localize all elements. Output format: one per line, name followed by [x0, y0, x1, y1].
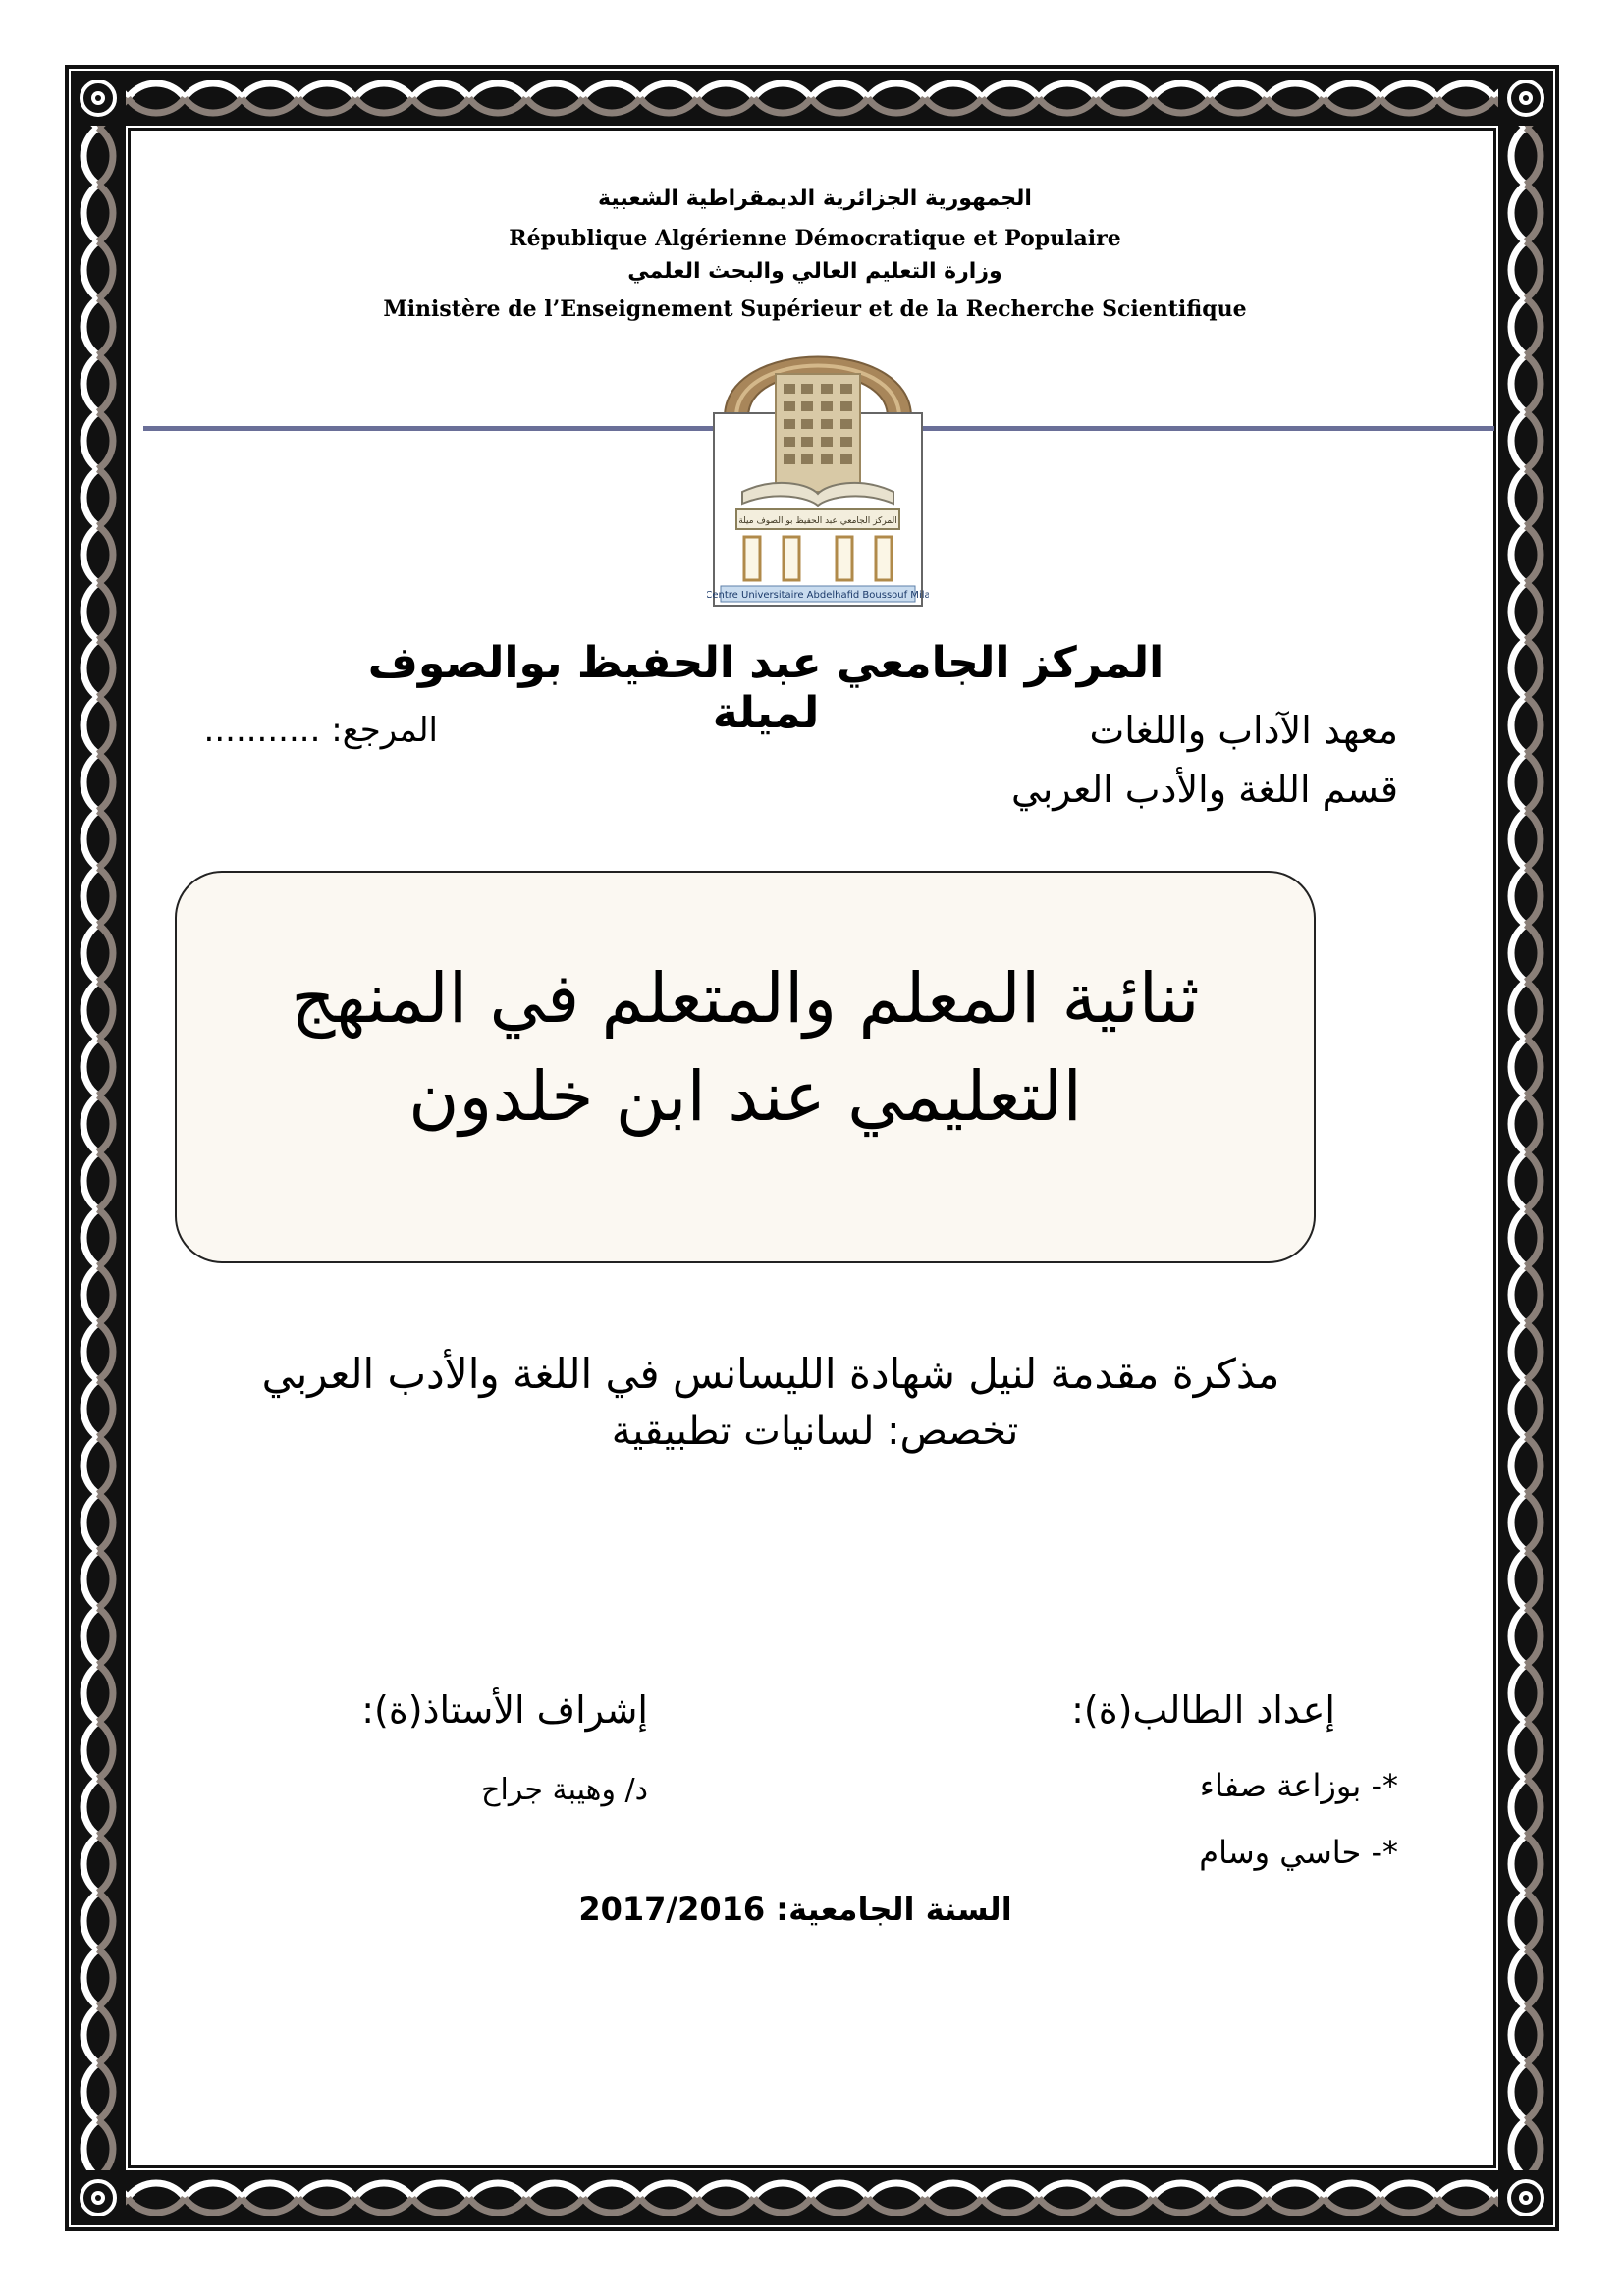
reference-field: المرجع: ...........: [203, 711, 438, 750]
corner-ornament-top-left: [71, 71, 126, 126]
logo-banner-text: المركز الجامعي عبد الحفيظ بو الصوف ميلة: [738, 516, 897, 526]
university-logo: [707, 319, 929, 609]
degree-statement: مذكرة مقدمة لنيل شهادة الليسانس في اللغة والأدب العربي: [261, 1350, 1280, 1398]
students-label: إعداد الطالب(ة):: [1071, 1688, 1335, 1732]
supervisor-label: إشراف الأستاذ(ة):: [361, 1688, 648, 1732]
logo-caption: Centre Universitaire Abdelhafid Boussouf Mila: [707, 590, 929, 601]
student-name-1: *- بوزاعة صفاء: [1199, 1767, 1398, 1804]
academic-year: السنة الجامعية: 2017/2016: [578, 1891, 1012, 1928]
border-band-left: [71, 71, 126, 2225]
border-band-right: [1498, 71, 1553, 2225]
header-divider-left: [143, 426, 713, 431]
student-name-2: *- حاسي وسام: [1199, 1834, 1398, 1871]
corner-ornament-bottom-right: [1498, 2170, 1553, 2225]
republic-name-ar: الجمهورية الجزائرية الديمقراطية الشعبية: [598, 187, 1032, 211]
department-name: قسم اللغة والأدب العربي: [1011, 768, 1398, 811]
republic-name-fr: République Algérienne Démocratique et Populaire: [509, 226, 1121, 251]
thesis-title-line-1: ثنائية المعلم والمتعلم في المنهج: [291, 958, 1200, 1039]
border-band-top: [71, 71, 1553, 126]
thesis-title: [177, 949, 1314, 1146]
corner-ornament-top-right: [1498, 71, 1553, 126]
institute-name: معهد الآداب واللغات: [1089, 709, 1398, 752]
thesis-title-box: [175, 871, 1316, 1263]
thesis-title-line-2: التعليمي عند ابن خلدون: [408, 1056, 1082, 1137]
specialty: تخصص: لسانيات تطبيقية: [611, 1409, 1019, 1454]
ministry-name-fr: Ministère de l’Enseignement Supérieur et de la Recherche Scientifique: [383, 296, 1247, 322]
border-band-bottom: [71, 2170, 1553, 2225]
center-name: المركز الجامعي عبد الحفيظ بوالصوف لميلة: [367, 638, 1164, 738]
supervisor-name: د/ وهيبة جراح: [481, 1773, 648, 1807]
header-divider-right: [921, 426, 1494, 431]
ministry-name-ar: وزارة التعليم العالي والبحث العلمي: [627, 259, 1002, 284]
corner-ornament-bottom-left: [71, 2170, 126, 2225]
